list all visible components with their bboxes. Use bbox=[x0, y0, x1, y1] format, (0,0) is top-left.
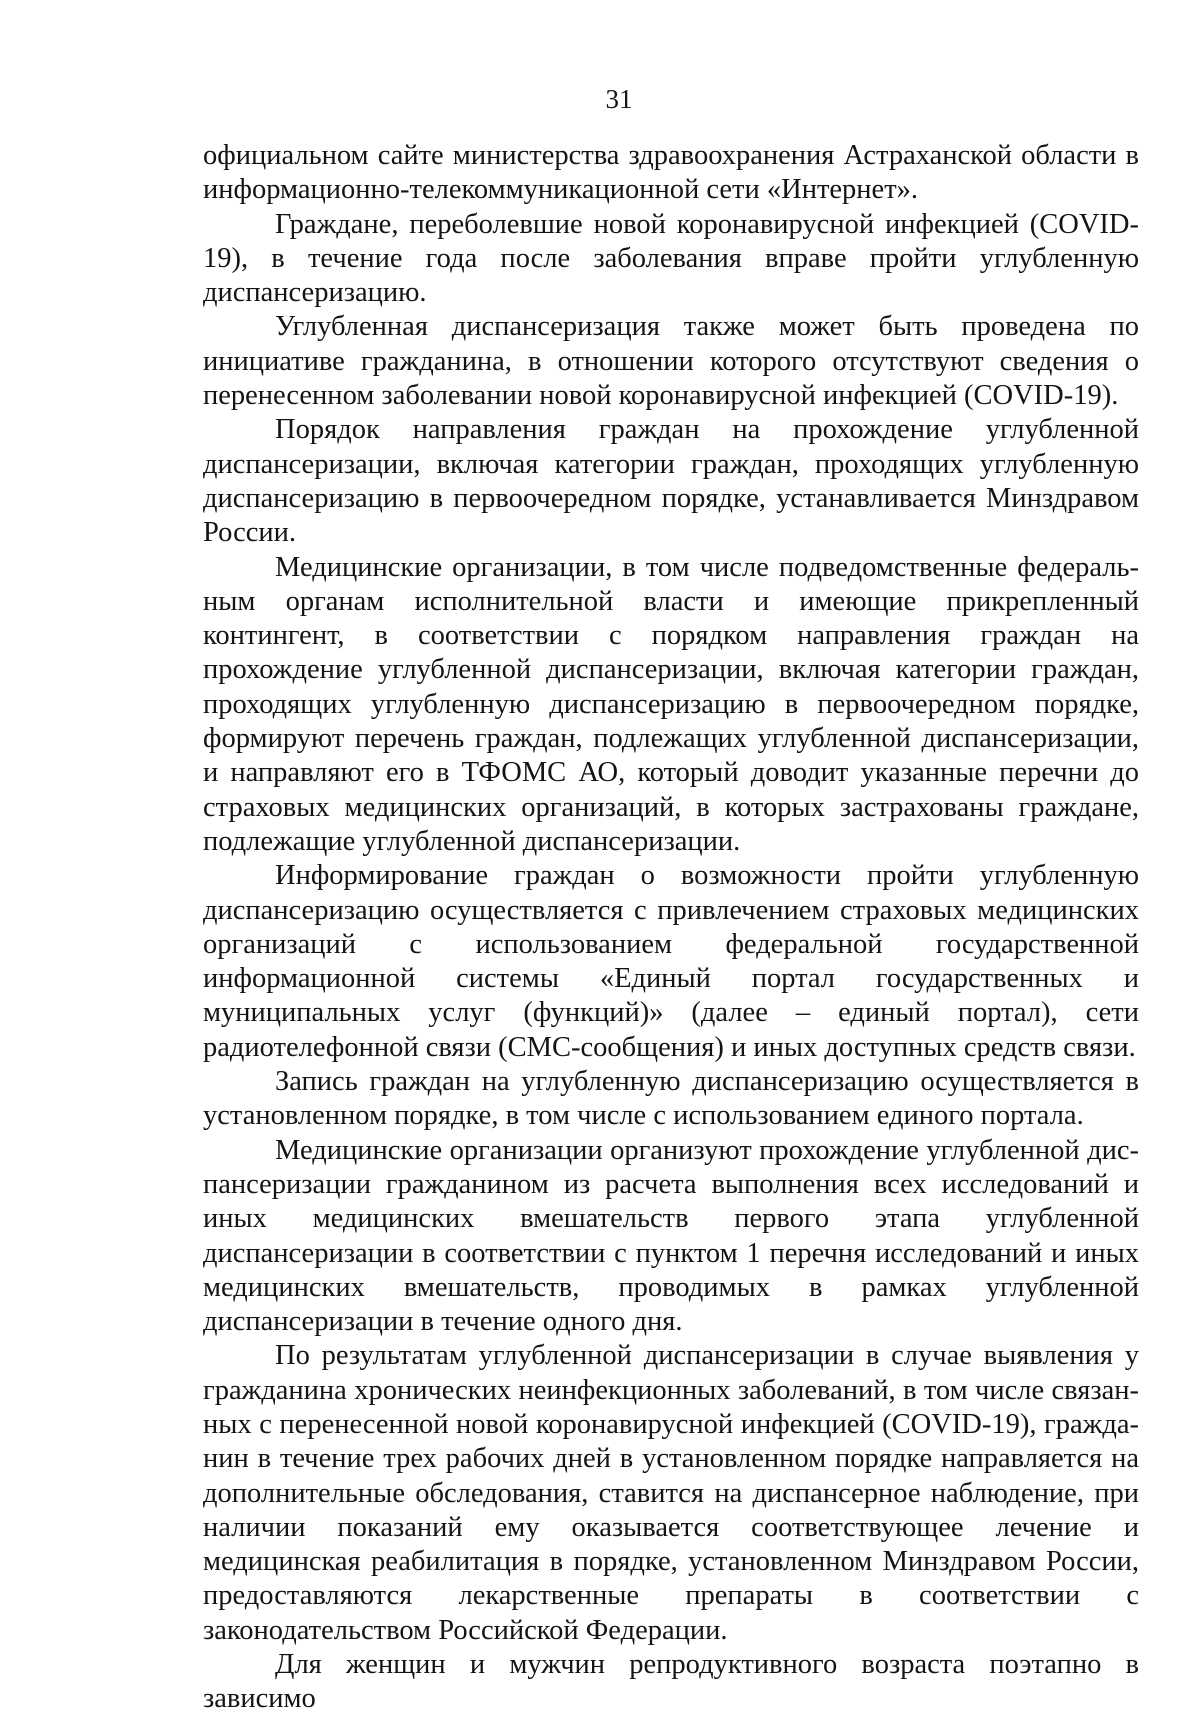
paragraph: Для женщин и мужчин репродуктивного возраста поэтапно в зависимо bbox=[203, 1649, 1139, 1715]
paragraph: Информирование граждан о возможности пройти углубленную диспансеризацию осуществляется с привлечением страховых медицинских организаций с использованием федеральной государственной информационной системы «Единый портал государственных и муниципальных услуг (функций)» (далее – единый портал), сети радиотелефонной связи (СМС-сообщения) и иных доступных средств связи. bbox=[203, 860, 1139, 1063]
paragraph: Углубленная диспансеризация также может быть проведена по инициативе гражданина, в отношении которого отсутствуют сведения о перенесенном заболевании новой коронавирусной инфекцией (COVID-19). bbox=[203, 311, 1139, 412]
paragraph: Запись граждан на углубленную диспансеризацию осуществляется в установленном порядке, в том числе с использованием единого портала. bbox=[203, 1066, 1139, 1132]
paragraph: Медицинские организации организуют прохождение углубленной диспансеризации гражданином из расчета выполнения всех исследований и иных медицинских вмешательств первого этапа углубленной диспансеризации в соответствии с пунктом 1 перечня исследований и иных медицинских вмешательств, проводимых в рамках углубленной диспансеризации в течение одного дня. bbox=[203, 1134, 1139, 1338]
paragraph: По результатам углубленной диспансеризации в случае выявления у гражданина хронических неинфекционных заболеваний, в том числе связанных с перенесенной новой коронавирусной инфекцией (COVID-19), гражданин в течение трех рабочих дней в установленном порядке направляется на дополнительные обследования, ставится на диспансерное наблюдение, при наличии показаний ему оказывается соответствующее лечение и медицинская реабилитация в порядке, установленном Минздравом России, предоставляются лекарственные препараты в соответствии с законодательством Российской Федерации. bbox=[203, 1340, 1139, 1646]
paragraph: Порядок направления граждан на прохождение углубленной диспансеризации, включая категории граждан, проходящих углубленную диспансеризацию в первоочередном порядке, устанавливается Минздравом России. bbox=[203, 414, 1139, 549]
document-body bbox=[203, 139, 1139, 1717]
page-number: 31 bbox=[605, 84, 633, 114]
paragraph: Медицинские организации, в том числе подведомственные федеральным органам исполнительной власти и имеющие прикрепленный контингент, в соответствии с порядком направления граждан на прохождение углубленной диспансеризации, включая категории граждан, проходящих углубленную диспансеризацию в первоочередном порядке, формируют перечень граждан, подлежащих углубленной диспансеризации, и направляют его в ТФОМС АО, который доводит указанные перечни до страховых медицинских организаций, в которых застрахованы граждане, подлежащие углубленной диспансеризации. bbox=[203, 551, 1139, 857]
paragraph: официальном сайте министерства здравоохранения Астраханской области в информационно-телекоммуникационной сети «Интернет». bbox=[203, 140, 1139, 206]
paragraph: Граждане, переболевшие новой коронавирусной инфекцией (COVID-19), в течение года после заболевания вправе пройти углубленную диспансеризацию. bbox=[203, 208, 1139, 309]
